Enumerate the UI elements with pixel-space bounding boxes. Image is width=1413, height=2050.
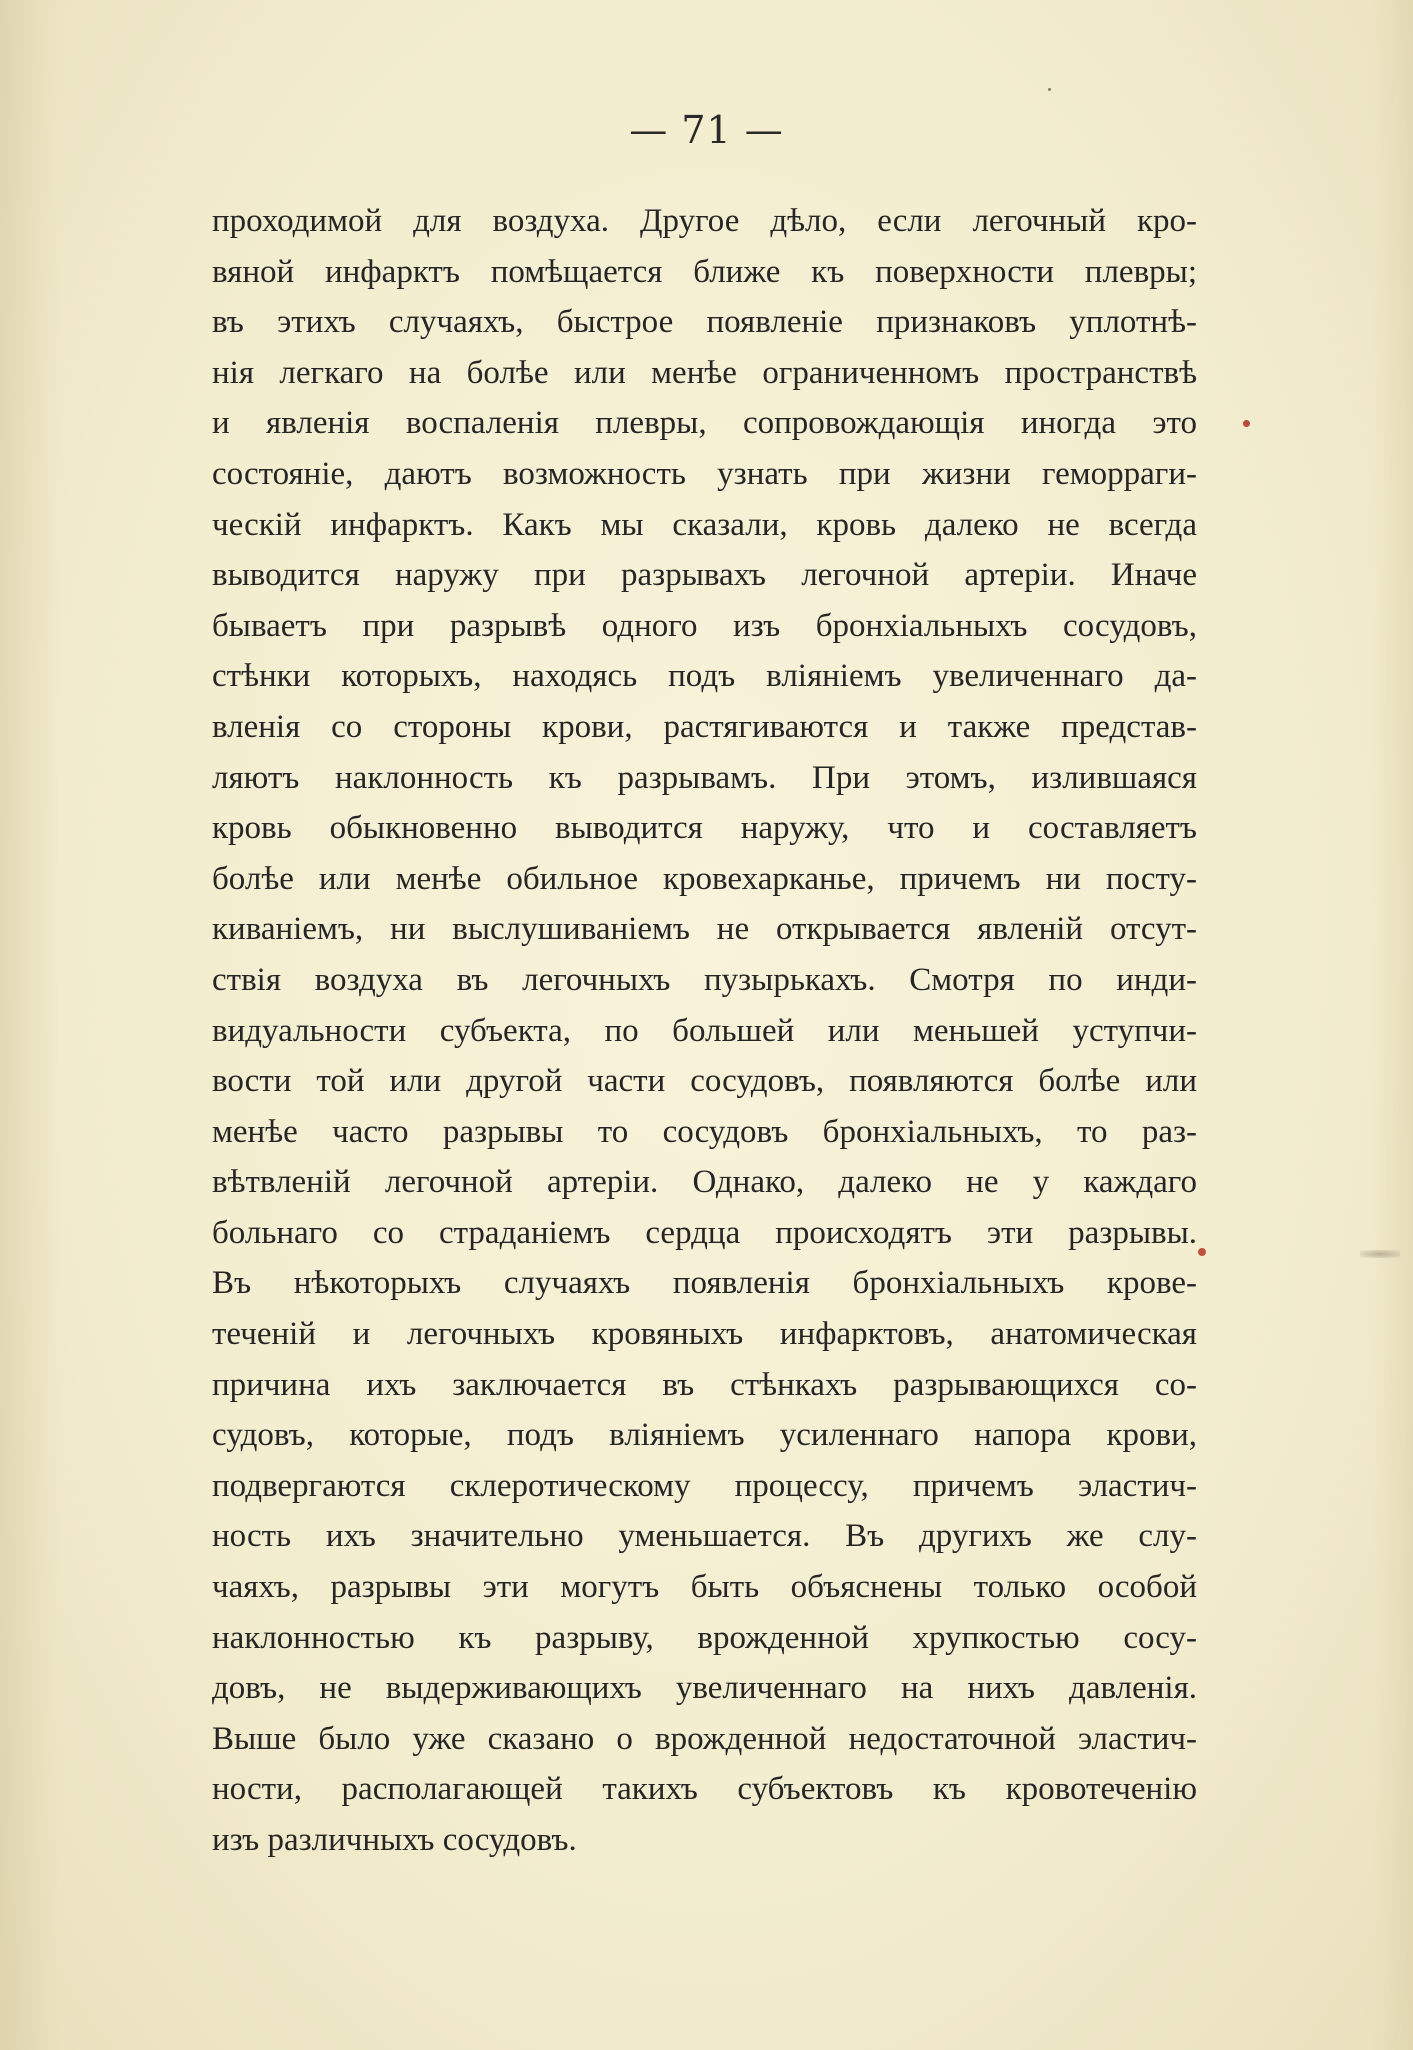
text-line: ляютъ наклонность къ разрывамъ. При этомъ, излившаяся: [212, 759, 1197, 796]
ink-speck: [1243, 420, 1250, 427]
text-line: подвергаются склеротическому процессу, причемъ эластич-: [212, 1467, 1197, 1504]
text-line: видуальности субъекта, по большей или меньшей уступчи-: [212, 1012, 1197, 1049]
text-line: въ этихъ случаяхъ, быстрое появленіе признаковъ уплотнѣ-: [212, 304, 1197, 341]
text-line: проходимой для воздуха. Другое дѣло, если легочный кро-: [212, 203, 1197, 239]
text-line: киваніемъ, ни выслушиваніемъ не открывается явленій отсут-: [212, 911, 1197, 948]
text-line: причина ихъ заключается въ стѣнкахъ разрывающихся со-: [212, 1366, 1197, 1403]
text-line: менѣе часто разрывы то сосудовъ бронхіальныхъ, то раз-: [212, 1113, 1197, 1150]
text-line: нія легкаго на болѣе или менѣе ограниченномъ пространствѣ: [212, 354, 1197, 391]
text-line: выводится наружу при разрывахъ легочной артеріи. Иначе: [212, 557, 1197, 594]
text-line: вяной инфарктъ помѣщается ближе къ поверхности плевры;: [212, 253, 1197, 290]
text-line: судовъ, которые, подъ вліяніемъ усиленнаго напора крови,: [212, 1417, 1197, 1454]
text-line: ность ихъ значительно уменьшается. Въ другихъ же слу-: [212, 1518, 1197, 1555]
text-line: довъ, не выдерживающихъ увеличеннаго на нихъ давленія.: [212, 1670, 1197, 1707]
text-line: ствія воздуха въ легочныхъ пузырькахъ. Смотря по инди-: [212, 961, 1197, 998]
text-line: болѣе или менѣе обильное кровехарканье, причемъ ни посту-: [212, 860, 1197, 897]
text-line: вленія со стороны крови, растягиваются и также представ-: [212, 708, 1197, 745]
text-line: теченій и легочныхъ кровяныхъ инфарктовъ, анатомическая: [212, 1316, 1197, 1353]
page-number: — 71 —: [629, 108, 784, 152]
page-shadow-right: [1373, 0, 1413, 2050]
text-line: и явленія воспаленія плевры, сопровождающія иногда это: [212, 405, 1197, 442]
text-line: ности, располагающей такихъ субъектовъ къ кровотеченію: [212, 1771, 1197, 1808]
paper-smudge: [1360, 1250, 1400, 1258]
text-line: бываетъ при разрывѣ одного изъ бронхіальныхъ сосудовъ,: [212, 607, 1197, 644]
text-line: вѣтвленій легочной артеріи. Однако, далеко не у каждаго: [212, 1164, 1197, 1201]
text-line: Выше было уже сказано о врожденной недостаточной эластич-: [212, 1720, 1197, 1757]
text-line: наклонностью къ разрыву, врожденной хрупкостью сосу-: [212, 1619, 1197, 1656]
page-shadow-left: [0, 0, 60, 2050]
text-line: стѣнки которыхъ, находясь подъ вліяніемъ увеличеннаго да-: [212, 658, 1197, 695]
ink-speck: [1048, 88, 1051, 91]
text-line: ческій инфарктъ. Какъ мы сказали, кровь далеко не всегда: [212, 506, 1197, 543]
text-line: вости той или другой части сосудовъ, появляются болѣе или: [212, 1063, 1197, 1100]
text-line: чаяхъ, разрывы эти могутъ быть объяснены только особой: [212, 1569, 1197, 1606]
text-line-last: изъ различныхъ сосудовъ.: [212, 1822, 577, 1858]
ink-speck: [1198, 1248, 1206, 1256]
body-text: [212, 196, 1197, 1866]
text-line: состояніе, даютъ возможность узнать при жизни геморраги-: [212, 455, 1197, 492]
text-line: кровь обыкновенно выводится наружу, что и составляетъ: [212, 810, 1197, 847]
text-line: Въ нѣкоторыхъ случаяхъ появленія бронхіальныхъ крове-: [212, 1265, 1197, 1302]
text-line: больнаго со страданіемъ сердца происходятъ эти разрывы.: [212, 1214, 1197, 1251]
